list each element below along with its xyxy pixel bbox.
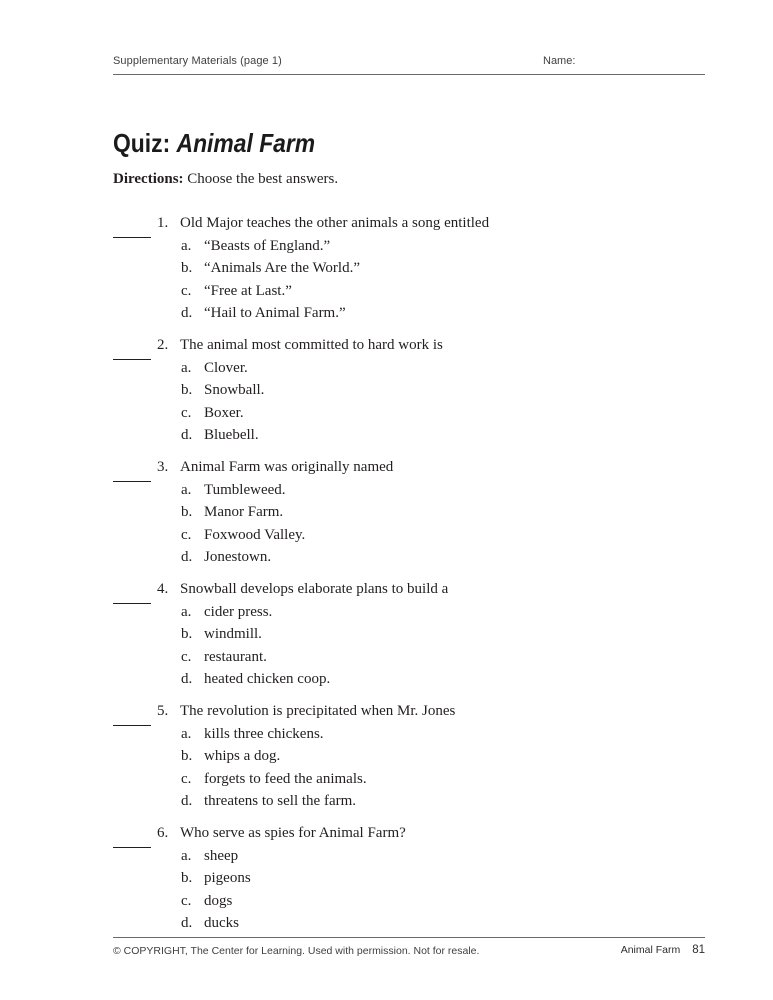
option-text: sheep [204, 847, 239, 864]
option-row [181, 845, 638, 868]
option-list [181, 357, 638, 447]
option-text: Bluebell. [204, 427, 259, 443]
option-text: Jonestown. [204, 549, 272, 565]
option-letter: a. [181, 847, 192, 864]
question-line [113, 700, 638, 723]
option-row [181, 357, 638, 380]
option-text: “Animals Are the World.” [204, 260, 360, 276]
option-row [181, 235, 638, 258]
page-title-book: Animal Farm [176, 128, 316, 158]
option-letter: b. [181, 504, 193, 520]
option-row [181, 912, 638, 935]
option-letter: d. [181, 915, 193, 931]
option-row [181, 646, 638, 669]
option-letter: d. [181, 793, 193, 809]
option-letter: c. [181, 526, 192, 543]
quiz-content [113, 128, 638, 944]
option-text: dogs [204, 892, 233, 909]
question-text: The revolution is precipitated when Mr. Jones [180, 703, 456, 719]
header-rule [113, 74, 705, 75]
question-text: Snowball develops elaborate plans to build a [180, 581, 449, 597]
option-letter: c. [181, 282, 192, 299]
answer-blank [113, 337, 151, 360]
footer-page-number: 81 [692, 944, 705, 956]
page-title-prefix: Quiz: [113, 128, 177, 158]
question-block [113, 700, 638, 813]
option-text: windmill. [204, 626, 262, 642]
directions [113, 170, 638, 189]
question-text: Animal Farm was originally named [180, 459, 394, 475]
page-title [113, 128, 575, 158]
option-text: pigeons [204, 870, 251, 886]
question-text: The animal most committed to hard work is [180, 337, 443, 353]
option-letter: c. [181, 404, 192, 421]
option-row [181, 723, 638, 746]
option-list [181, 601, 638, 691]
option-row [181, 501, 638, 524]
option-letter: a. [181, 237, 192, 254]
option-text: Clover. [204, 359, 248, 376]
option-row [181, 890, 638, 913]
option-letter: b. [181, 870, 193, 886]
option-letter: b. [181, 626, 193, 642]
option-text: Manor Farm. [204, 504, 284, 520]
option-text: Foxwood Valley. [204, 526, 306, 543]
directions-label: Directions: [113, 171, 184, 187]
option-letter: d. [181, 671, 193, 687]
option-text: Boxer. [204, 404, 244, 421]
option-letter: a. [181, 725, 192, 742]
answer-blank [113, 215, 151, 238]
option-letter: c. [181, 648, 192, 665]
option-text: forgets to feed the animals. [204, 770, 367, 787]
option-text: restaurant. [204, 648, 267, 665]
option-text: whips a dog. [204, 748, 281, 764]
footer-book-title: Animal Farm [620, 944, 681, 956]
question-number: 5. [157, 703, 169, 719]
option-row [181, 601, 638, 624]
option-row [181, 790, 638, 813]
answer-blank [113, 825, 151, 848]
question-block [113, 822, 638, 935]
option-row [181, 257, 638, 280]
option-letter: a. [181, 359, 192, 376]
option-letter: b. [181, 748, 193, 764]
question-line [113, 456, 638, 479]
question-number: 2. [157, 337, 169, 353]
header-name-label: Name: [543, 55, 576, 67]
question-text: Old Major teaches the other animals a song entitled [180, 215, 490, 231]
option-list [181, 723, 638, 813]
question-list [113, 212, 638, 935]
question-number: 4. [157, 581, 169, 597]
question-block [113, 578, 638, 691]
header-materials-label: Supplementary Materials (page 1) [113, 55, 282, 67]
option-letter: c. [181, 770, 192, 787]
footer-copyright: © COPYRIGHT, The Center for Learning. Used with permission. Not for resale. [113, 945, 480, 957]
option-row [181, 623, 638, 646]
option-letter: b. [181, 382, 193, 398]
option-row [181, 546, 638, 569]
option-letter: d. [181, 549, 193, 565]
option-text: Tumbleweed. [204, 481, 286, 498]
question-number: 3. [157, 459, 169, 475]
option-text: threatens to sell the farm. [204, 793, 357, 809]
option-text: kills three chickens. [204, 725, 324, 742]
option-row [181, 302, 638, 325]
answer-blank [113, 703, 151, 726]
answer-blank [113, 459, 151, 482]
option-row [181, 524, 638, 547]
option-row [181, 402, 638, 425]
option-letter: a. [181, 481, 192, 498]
option-row [181, 867, 638, 890]
option-letter: d. [181, 305, 193, 321]
option-row [181, 424, 638, 447]
option-letter: a. [181, 603, 192, 620]
question-block [113, 334, 638, 447]
option-text: “Free at Last.” [204, 282, 292, 299]
directions-text: Choose the best answers. [183, 171, 339, 187]
question-block [113, 212, 638, 325]
option-row [181, 668, 638, 691]
option-row [181, 745, 638, 768]
option-text: cider press. [204, 603, 273, 620]
option-row [181, 768, 638, 791]
question-number: 1. [157, 215, 169, 231]
option-list [181, 235, 638, 325]
question-line [113, 578, 638, 601]
question-line [113, 822, 638, 845]
question-line [113, 212, 638, 235]
footer-rule [113, 937, 705, 938]
option-text: ducks [204, 915, 239, 931]
question-block [113, 456, 638, 569]
option-letter: b. [181, 260, 193, 276]
option-list [181, 479, 638, 569]
question-line [113, 334, 638, 357]
option-letter: c. [181, 892, 192, 909]
option-text: Snowball. [204, 382, 265, 398]
option-text: “Beasts of England.” [204, 237, 331, 254]
option-row [181, 379, 638, 402]
option-list [181, 845, 638, 935]
option-row [181, 280, 638, 303]
question-text: Who serve as spies for Animal Farm? [180, 825, 406, 841]
option-text: heated chicken coop. [204, 671, 331, 687]
option-text: “Hail to Animal Farm.” [204, 305, 346, 321]
footer-page-info [621, 944, 705, 956]
option-row [181, 479, 638, 502]
answer-blank [113, 581, 151, 604]
option-letter: d. [181, 427, 193, 443]
question-number: 6. [157, 825, 169, 841]
